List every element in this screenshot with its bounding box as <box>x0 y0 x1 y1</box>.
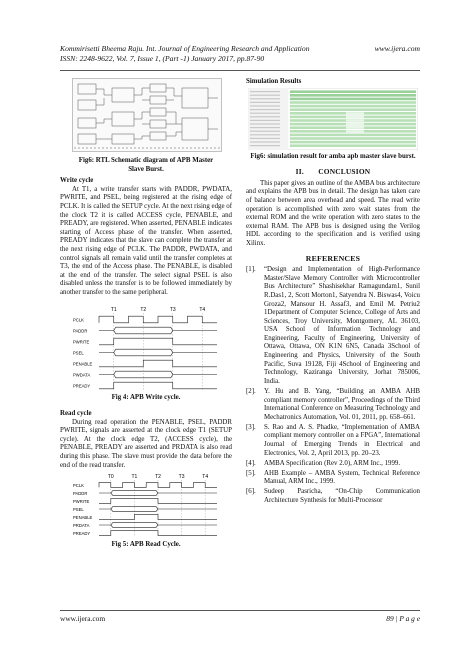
sim-signal-name <box>250 116 280 117</box>
sim-value-box <box>346 112 364 114</box>
sim-signal-name <box>250 123 280 124</box>
signal-label: PCLK <box>73 483 84 489</box>
sim-value-box <box>346 130 364 132</box>
read-cycle-heading: Read cycle <box>60 410 92 418</box>
conclusion-text: This paper gives an outline of the AMBA bus architecture and explains the APB bus in detail. The design has taken care of balance between area overhead and speed. The read write operation is accomplished with zero wait states from the external ROM and the write operation with zero states to the external RAM. The APB bus is designed using the Verilog HDL according to the specification and is verified using Xilinx. <box>246 179 420 247</box>
time-label: T1 <box>110 306 117 313</box>
time-label: T3 <box>178 474 185 481</box>
header-issn: ISSN: 2248-9622, Vol. 7, Issue 1, (Part -1) January 2017, pp.87-90 <box>60 54 265 63</box>
sim-signal-name <box>250 127 280 128</box>
time-label: T4 <box>202 474 209 481</box>
sim-signal-name <box>250 119 280 120</box>
time-label: T4 <box>199 306 206 313</box>
header-rule <box>60 70 420 71</box>
simulation-results-heading: Simulation Results <box>246 78 302 85</box>
signal-label: PREADY <box>73 531 91 537</box>
running-header <box>60 44 420 64</box>
signal-label: PADDR <box>73 327 88 333</box>
sim-signal-name <box>250 145 280 146</box>
sim-signal-trace <box>290 97 416 100</box>
signal-waveform <box>99 491 217 496</box>
reference-number: [4]. <box>246 459 256 467</box>
sim-value-box <box>346 123 364 125</box>
signal-waveform <box>99 531 217 536</box>
sim-signal-name <box>250 105 280 106</box>
sim-signal-trace <box>290 144 416 147</box>
time-label: T3 <box>169 306 176 313</box>
signal-label: PENABLE <box>73 360 93 366</box>
footer-site: www.ijera.com <box>60 614 106 623</box>
apb-read-figure <box>71 473 221 539</box>
apb-write-timing-diagram <box>71 304 221 392</box>
signal-waveform <box>99 349 217 356</box>
sim-signal-name <box>250 141 280 142</box>
signal-label: PWDATA <box>73 371 91 377</box>
signal-label: PREADY <box>73 382 91 388</box>
reference-number: [6]. <box>246 488 256 496</box>
signal-label: PSEL <box>73 507 84 513</box>
rtl-schematic-diagram <box>72 78 222 152</box>
reference-text: S. Rao and A. S. Phadke, “Implementation of AMBA compliant memory controller on a FPGA”, International Journal of Emerging Trends in Electrical and Electronics, Vol. 2, April 2013, pp. 20–23. <box>264 423 420 457</box>
signal-label: PRDATA <box>73 523 90 529</box>
reference-item <box>246 488 420 505</box>
signal-waveform <box>99 515 217 520</box>
sim-signal-name <box>250 112 280 113</box>
signal-waveform <box>99 499 217 504</box>
time-label: T0 <box>107 474 114 481</box>
reference-text: Y. Hu and B. Yang, “Building an AMBA AHB compliant memory controller”, Proceedings of the Third International Conference on Measuring Technology and Mechatronics Automation, Vol. 01, 2011, pp. 658–661. <box>264 387 420 421</box>
signal-label: PENABLE <box>73 515 93 521</box>
reference-item <box>246 460 420 469</box>
sim-value-box <box>346 126 364 128</box>
reference-text: AHB Example – AMBA System, Technical Reference Manual, ARM Inc., 1999. <box>264 469 420 486</box>
fig5-caption: Fig 5: APB Read Cycle. <box>111 541 181 549</box>
footer-page-number: 89 | P a g e <box>386 614 420 623</box>
simulation-waveform <box>248 88 418 150</box>
signal-waveform <box>99 316 217 323</box>
reference-text: “Design and Implementation of High-Performance Master/Slave Memory Controller with Microcontroller Bus Architecture” Shashisekhar Ramagundam1, Sunil R.Das1, 2, Scott Morton1, Satyendra N. Biswas4, Voicu Groza2, Mansour H. Assaf3, and Emil M. Petriu2 1Department of Computer Science, College of Arts and Sciences, Troy University, Montgomery, AL 36103, USA School of Information Technology and Engineering, Faculty of Engineering, University of Ottawa, Ottawa, ON K1N 6N5, Canada 3School of Engineering and Physics, University of the South Pacific, Suva 19128, Fiji 4School of Engineering and Technology, Kaziranga University, Jorhat 785006, India. <box>264 266 420 385</box>
reference-item <box>246 470 420 487</box>
apb-write-figure <box>71 304 221 392</box>
time-label: T2 <box>155 474 161 481</box>
reference-text: Sudeep Pasricha, “On-Chip Communication Architecture Synthesis for Multi-Processor <box>264 488 420 505</box>
sim-signal-trace <box>290 94 416 97</box>
read-cycle-text: During read operation the PENABLE, PSEL, PADDR PWRITE, signals are asserted at the clock edge T1 (SETUP cycle). At the clock edge T2, (ACCESS cycle), the PENABLE, PREADY are asserted and PRDATA is also read during this phase. The slave must provide the data before the end of the read transfer. <box>60 418 232 469</box>
signal-waveform <box>99 327 217 334</box>
write-cycle-text: At T1, a write transfer starts with PADDR, PWDATA, PWRITE, and PSEL, being registered at the rising edge of PCLK. It is called the SETUP cycle. At the next rising edge of the clock T2 it is called ACCESS cycle, PENABLE, and PREADY, are registered. When asserted, PENABLE indicates starting of Access phase of the transfer. When asserted, PREADY indicates that the slave can complete the transfer at the next rising edge of PCLK. The PADDR, PWDATA, and control signals all remain valid until the transfer completes at T3, the end of the Access phase. The PENABLE, is disabled at the end of the transfer. The select signal PSEL is also disabled unless the transfer is to be followed immediately by another transfer to the same peripheral. <box>60 185 232 296</box>
reference-list <box>246 266 420 506</box>
apb-read-timing-diagram <box>71 473 221 539</box>
sim-signal-name <box>250 101 280 102</box>
right-column <box>246 78 420 506</box>
sim-signal-name <box>250 109 280 110</box>
signal-waveform <box>99 360 217 367</box>
sim-signal-name <box>250 94 280 95</box>
rtl-schematic-figure <box>72 78 222 152</box>
sim-signal-name <box>250 134 280 135</box>
sim-signal-name <box>250 130 280 131</box>
fig6-rtl-caption: Fig6: RTL Schematic diagram of APB Master Slave Burst. <box>78 157 214 173</box>
references-heading: REFERENCES <box>305 253 361 263</box>
time-label: T2 <box>140 306 147 313</box>
simulation-figure <box>248 88 418 150</box>
conclusion-heading: II. CONCLUSION <box>295 167 371 177</box>
sim-value-box <box>346 119 364 121</box>
signal-label: PCLK <box>73 316 84 322</box>
signal-waveform <box>99 382 217 389</box>
reference-number: [5]. <box>246 469 256 477</box>
fig6-sim-caption: Fig6: simulation result for amba apb master slave burst. <box>250 152 416 160</box>
signal-waveform <box>99 371 217 378</box>
sim-signal-trace <box>290 137 416 140</box>
footer-rule <box>60 610 420 611</box>
signal-waveform <box>99 483 217 488</box>
signal-label: PADDR <box>73 491 88 497</box>
sim-signal-trace <box>290 140 416 143</box>
reference-text: AMBA Specification (Rev 2.0), ARM Inc., 1999. <box>264 459 401 467</box>
reference-item <box>246 388 420 422</box>
sim-signal-name <box>250 137 280 138</box>
write-cycle-heading: Write cycle <box>60 177 94 185</box>
reference-item <box>246 266 420 386</box>
header-journal: Kommirisetti Bheema Raju. Int. Journal of Engineering Research and Application <box>60 44 310 53</box>
reference-number: [3]. <box>246 423 256 431</box>
reference-number: [2]. <box>246 387 256 395</box>
sim-signal-name <box>250 91 280 92</box>
sim-signal-name <box>250 98 280 99</box>
page-footer <box>60 614 420 623</box>
reference-item <box>246 424 420 458</box>
sim-value-box <box>346 115 364 117</box>
sim-signal-trace <box>290 108 416 111</box>
signal-label: PWRITE <box>73 338 90 344</box>
fig4-caption: Fig 4: APB Write cycle. <box>111 393 181 401</box>
sim-signal-trace <box>290 104 416 107</box>
time-label: T1 <box>131 474 138 481</box>
sim-signal-trace <box>290 101 416 104</box>
signal-waveform <box>99 338 217 345</box>
reference-number: [1]. <box>246 266 256 274</box>
left-column <box>60 78 232 550</box>
header-site: www.ijera.com <box>374 44 420 53</box>
sim-signal-trace <box>290 133 416 136</box>
sim-signal-trace <box>290 90 416 93</box>
signal-label: PSEL <box>73 349 84 355</box>
signal-label: PWRITE <box>73 499 90 505</box>
